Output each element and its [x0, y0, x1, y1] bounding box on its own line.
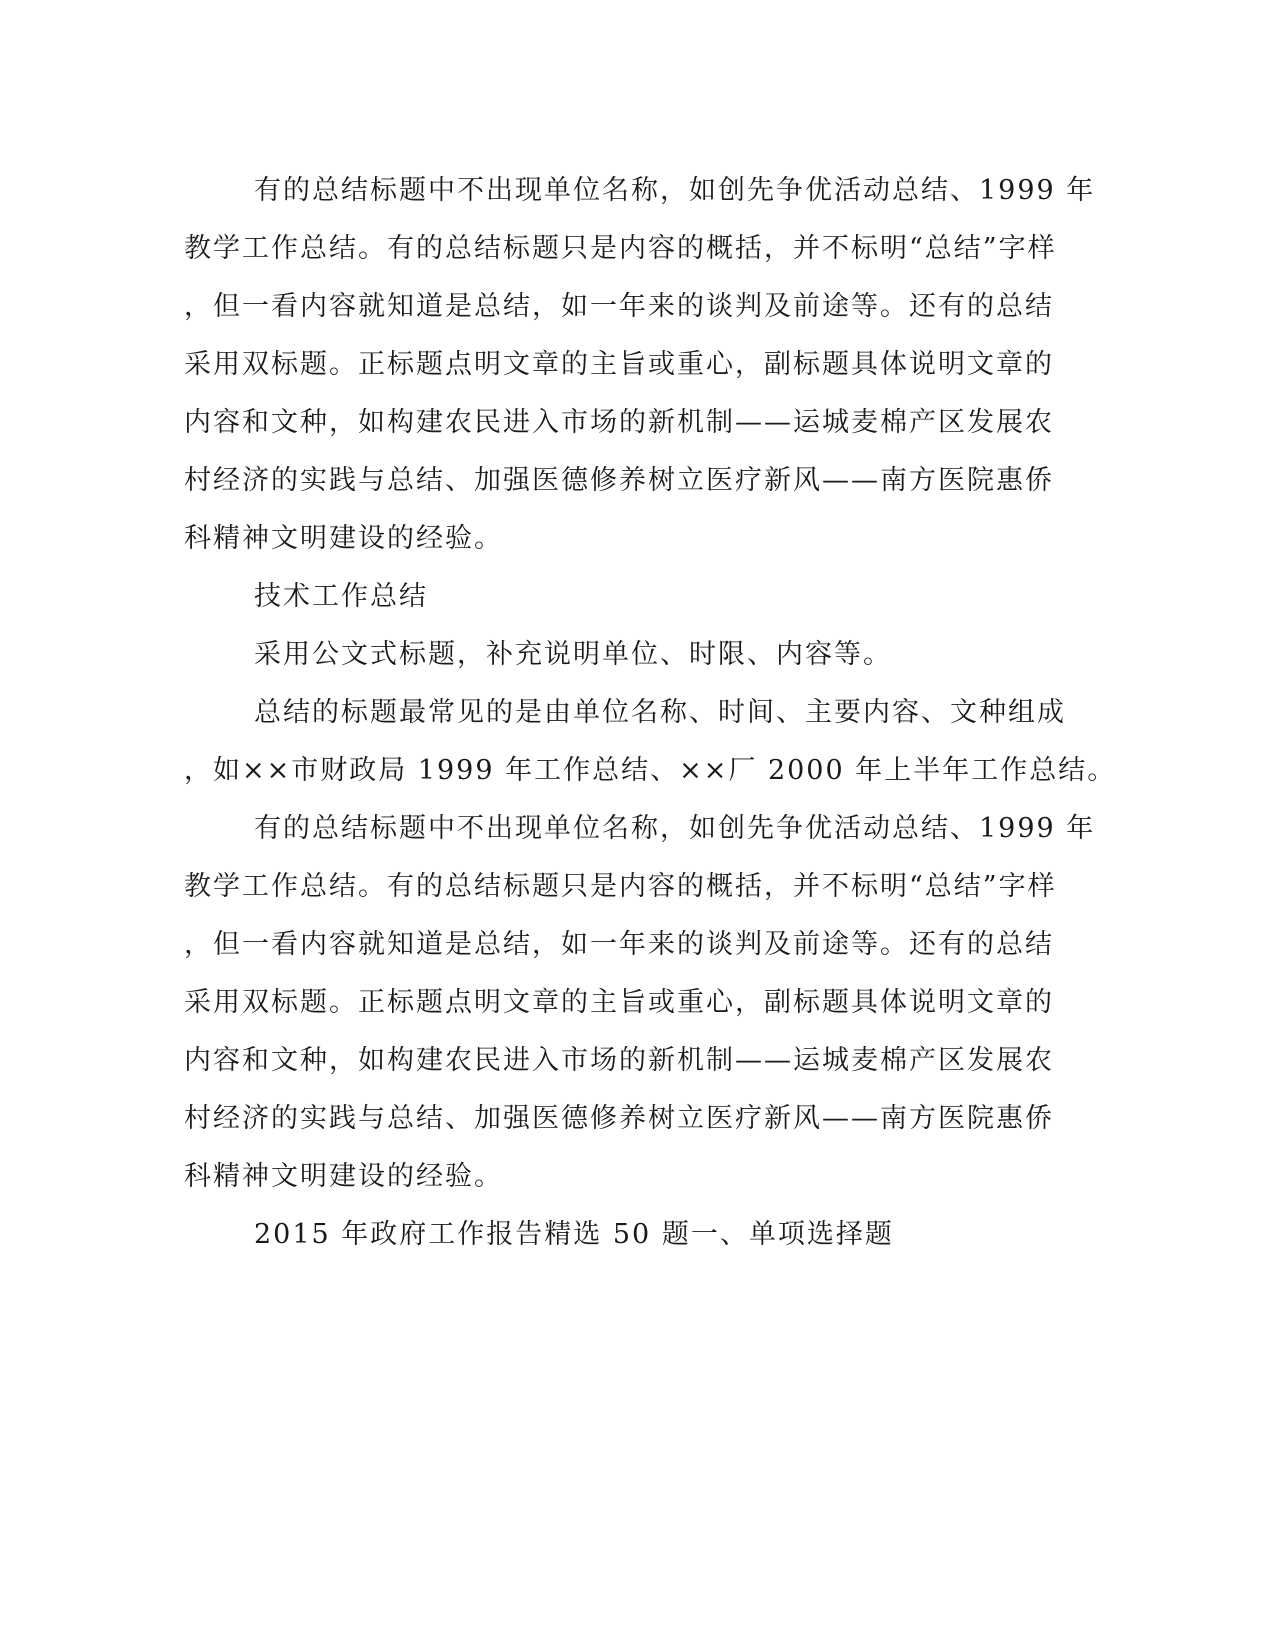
paragraph-line: 教学工作总结。有的总结标题只是内容的概括，并不标明“总结”字样 [184, 871, 1057, 902]
paragraph-line: 科精神文明建设的经验。 [184, 523, 503, 554]
paragraph-line: 村经济的实践与总结、加强医德修养树立医疗新风——南方医院惠侨 [184, 1103, 1054, 1134]
paragraph-line: ，但一看内容就知道是总结，如一年来的谈判及前途等。还有的总结 [184, 291, 1054, 322]
paragraph-line: ，如××市财政局 1999 年工作总结、××厂 2000 年上半年工作总结。 [184, 755, 1117, 786]
paragraph-line: 有的总结标题中不出现单位名称，如创先争优活动总结、1999 年 [254, 813, 1096, 844]
paragraph-line: 采用公文式标题，补充说明单位、时限、内容等。 [254, 639, 892, 670]
paragraph-line: 科精神文明建设的经验。 [184, 1161, 503, 1192]
paragraph-line: 有的总结标题中不出现单位名称，如创先争优活动总结、1999 年 [254, 175, 1096, 206]
paragraph-line: 采用双标题。正标题点明文章的主旨或重心，副标题具体说明文章的 [184, 987, 1054, 1018]
paragraph-line: 内容和文种，如构建农民进入市场的新机制——运城麦棉产区发展农 [184, 407, 1054, 438]
paragraph-line: 村经济的实践与总结、加强医德修养树立医疗新风——南方医院惠侨 [184, 465, 1054, 496]
section-heading: 技术工作总结 [254, 581, 428, 612]
paragraph-line: 总结的标题最常见的是由单位名称、时间、主要内容、文种组成 [254, 697, 1066, 728]
paragraph-line: 采用双标题。正标题点明文章的主旨或重心，副标题具体说明文章的 [184, 349, 1054, 380]
paragraph-line: 教学工作总结。有的总结标题只是内容的概括，并不标明“总结”字样 [184, 233, 1057, 264]
document-body [184, 162, 1117, 1264]
paragraph-line: ，但一看内容就知道是总结，如一年来的谈判及前途等。还有的总结 [184, 929, 1054, 960]
paragraph-line: 内容和文种，如构建农民进入市场的新机制——运城麦棉产区发展农 [184, 1045, 1054, 1076]
section-heading: 2015 年政府工作报告精选 50 题一、单项选择题 [254, 1219, 894, 1250]
